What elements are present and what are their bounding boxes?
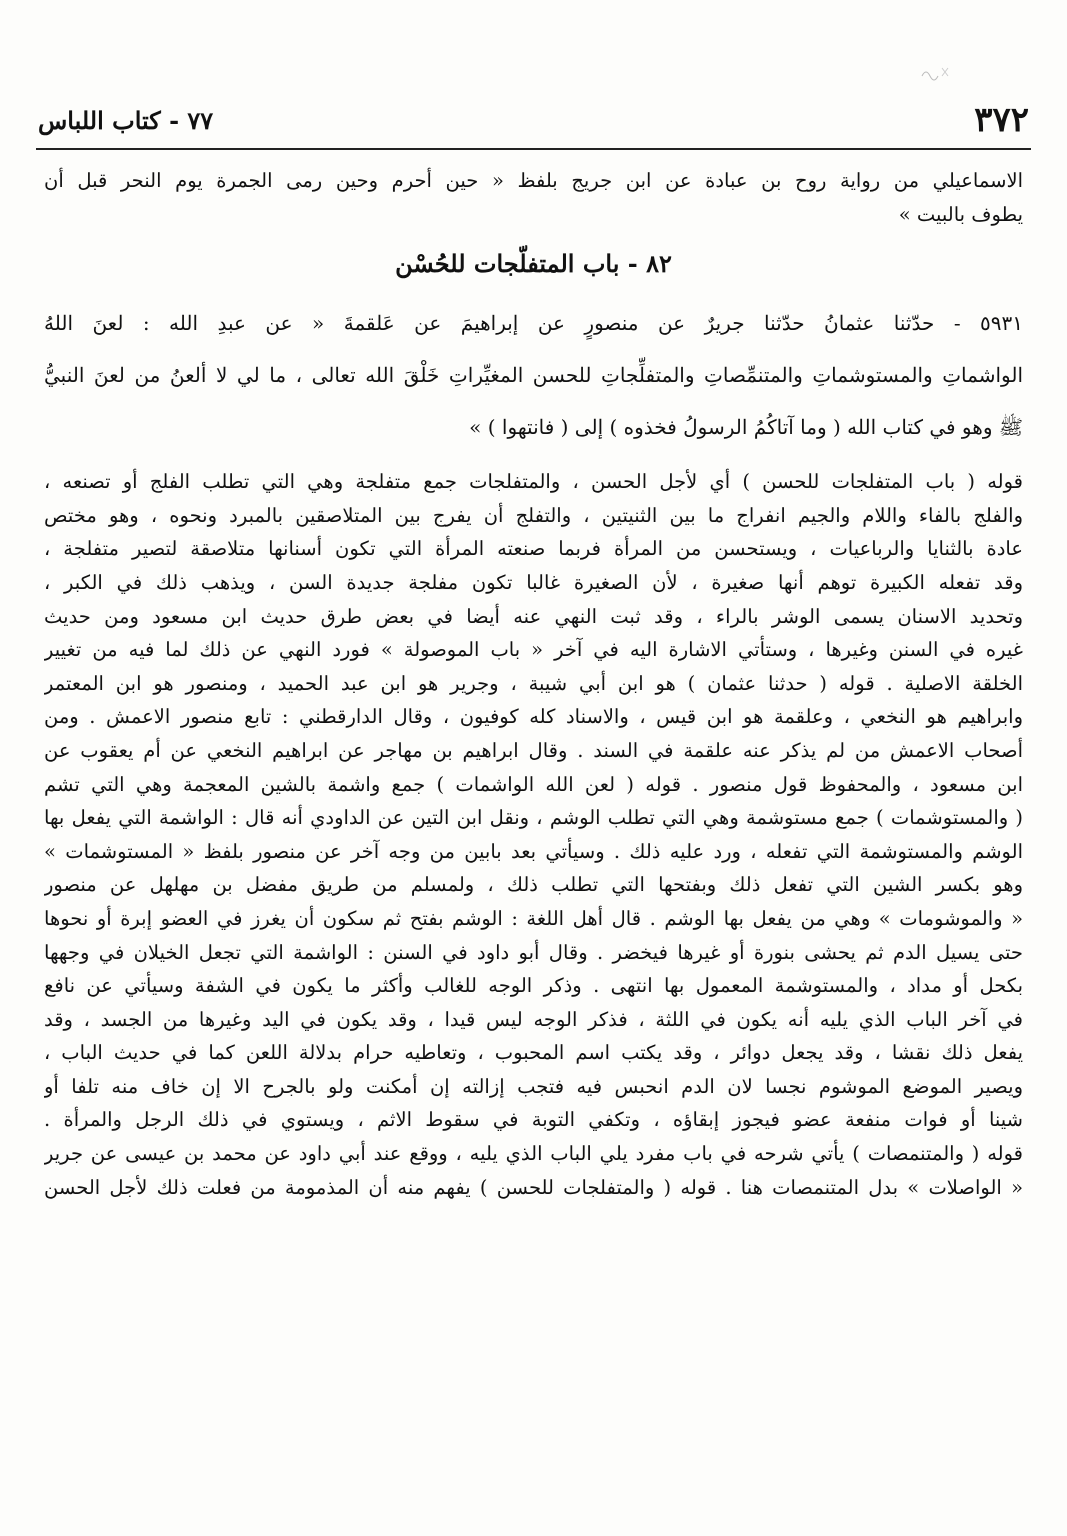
commentary-line: الوشم والمستوشمة التي تفعله ، ورد عليه ذلك . وسيأتي بعد بابين من وجه آخر عن منصور بلفظ « المستوشمات »: [44, 839, 1023, 863]
text-line: يطوف بالبيت »: [898, 202, 1023, 226]
scan-mark: [918, 62, 958, 82]
commentary-line: بكحل أو مداد ، والمستوشمة المعمول بها انتهى . وذكر الوجه للغالب وأكثر ما يكون في الشفة وسيأتي عن نافع: [44, 974, 1023, 998]
commentary-line: أصحاب الاعمش من لم يذكر عنه علقمة في السند . وقال ابراهيم بن مهاجر عن ابراهيم النخعي عن أم يعقوب عن: [44, 738, 1023, 762]
commentary-line: في آخر الباب الذي يليه أنه يكون في اللثة ، فذكر الوجه ليس قيدا ، وقد يكون في اليد وغيرها من الجسد ، وقد: [44, 1007, 1023, 1031]
running-title: ٧٧ - كتاب اللباس: [38, 105, 214, 135]
text-line: الاسماعيلي من رواية روح بن عبادة عن ابن جريج بلفظ « حين أحرم وحين رمى الجمرة يوم النحر قبل أن: [44, 169, 1023, 192]
commentary-line: والفلج بالفاء واللام والجيم انفراج ما بين الثنيتين ، والتفلج أن يفرج بين المتلاصقين بالمبرد ونحوه ، وهو مختص: [44, 503, 1023, 527]
page-number: ٣٧٢: [974, 100, 1029, 140]
commentary-line: غيره في السنن وغيرها ، وستأتي الاشارة اليه في آخر « باب الموصولة » فورد النهي عن ذلك لما فيه من تغيير: [44, 638, 1023, 662]
hadith-line: ﷺ وهو في كتاب الله ( وما آتاكُمُ الرسولُ فخذوه ) إلى ( فانتهوا ) »: [469, 415, 1023, 440]
commentary-text: [44, 465, 1023, 1204]
chapter-heading: ٨٢ - باب المتفلّجات للحُسْن: [395, 249, 672, 279]
page-header: [38, 100, 1029, 140]
commentary-line: ويصير الموضع الموشوم نجسا لان الدم انحبس فيه فتجب إزالته إن أمكنت ولو بالجرح الا إن خاف منه تلفا أو: [44, 1074, 1023, 1098]
hadith-text: [44, 297, 1023, 453]
commentary-line: « الواصلات » بدل المتنمصات هنا . قوله ( والمتفلجات للحسن ) يفهم منه أن المذمومة من فعلت ذلك لأجل الحسن: [44, 1175, 1023, 1199]
hadith-line: ٥٩٣١ - حدّثنا عثمانُ حدّثنا جريرٌ عن منصورٍ عن إبراهيمَ عن عَلقمةَ « عن عبدِ الله : لعنَ اللهُ: [44, 311, 1023, 336]
commentary-line: يفعل ذلك نقشا ، وقد يجعل دوائر ، وقد يكتب اسم المحبوب ، وتعاطيه حرام بدلالة اللعن كما في حديث الباب ،: [44, 1041, 1023, 1065]
commentary-line: ابن مسعود ، والمحفوظ قول منصور . قوله ( لعن الله الواشمات ) جمع واشمة بالشين المعجمة وهي التي تشم: [44, 772, 1023, 796]
header-rule: [36, 148, 1031, 150]
commentary-line: وابراهيم هو النخعي ، وعلقمة هو ابن قيس ، والاسناد كله كوفيون ، وقال الدارقطني : تابع منصور الاعمش . ومن: [44, 705, 1023, 729]
commentary-line: وهو بكسر الشين التي تفعل ذلك وبفتحها التي تطلب ذلك ، ولمسلم من طريق مفضل بن مهلهل عن منصور: [44, 873, 1023, 897]
commentary-line: ( والمستوشمات ) جمع مستوشمة وهي التي تطلب الوشم ، ونقل ابن التين عن الداودي أنه قال : الواشمة التي يفعل بها: [44, 806, 1023, 830]
commentary-line: عادة بالثنايا والرباعيات ، ويستحسن من المرأة فربما صنعته المرأة التي تكون أسنانها متلاصقة لتصير متفلجة ،: [44, 537, 1023, 561]
commentary-line: وقد تفعله الكبيرة توهم أنها صغيرة ، لأن الصغيرة غالبا تكون مفلجة جديدة السن ، ويذهب ذلك في الكبر ،: [44, 570, 1023, 594]
commentary-line: الخلقة الاصلية . قوله ( حدثنا عثمان ) هو ابن أبي شيبة ، وجرير هو ابن عبد الحميد ، ومنصور هو ابن المعتمر: [44, 671, 1023, 695]
commentary-line: قوله ( والمتنمصات ) يأتي شرحه في باب مفرد يلي الباب الذي يليه ، ووقع عند أبي داود عن محمد بن عيسى عن جرير: [44, 1142, 1023, 1166]
commentary-line: شينا أو فوات منفعة عضو فيجوز إبقاؤه ، وتكفي التوبة في سقوط الاثم ، ويستوي في ذلك الرجل والمرأة .: [44, 1108, 1023, 1132]
commentary-line: « والموشومات » وهي من يفعل بها الوشم . قال أهل اللغة : الوشم بفتح ثم سكون أن يغرز في العضو إبرة أو نحوها: [44, 906, 1023, 930]
page-body: [44, 164, 1023, 1204]
hadith-line: الواشماتِ والمستوشماتِ والمتنمِّصاتِ والمتفلِّجاتِ للحسن المغيِّراتِ خَلْقَ الله تعالى ، ما لي لا ألعنُ من لعنَ النبيُّ: [44, 363, 1023, 388]
commentary-line: حتى يسيل الدم ثم يحشى بنورة أو غيرها فيخضر . وقال أبو داود في السنن : الواشمة التي تجعل الخيلان في وجهها: [44, 940, 1023, 964]
commentary-line: وتحديد الاسنان يسمى الوشر بالراء ، وقد ثبت النهي عنه أيضا في بعض طرق حديث ابن مسعود ومن حديث: [44, 604, 1023, 628]
continuation-text: [44, 164, 1023, 231]
commentary-line: قوله ( باب المتفلجات للحسن ) أي لأجل الحسن ، والمتفلجات جمع متفلجة وهي التي تطلب الفلج أو تصنعه ،: [44, 470, 1023, 494]
